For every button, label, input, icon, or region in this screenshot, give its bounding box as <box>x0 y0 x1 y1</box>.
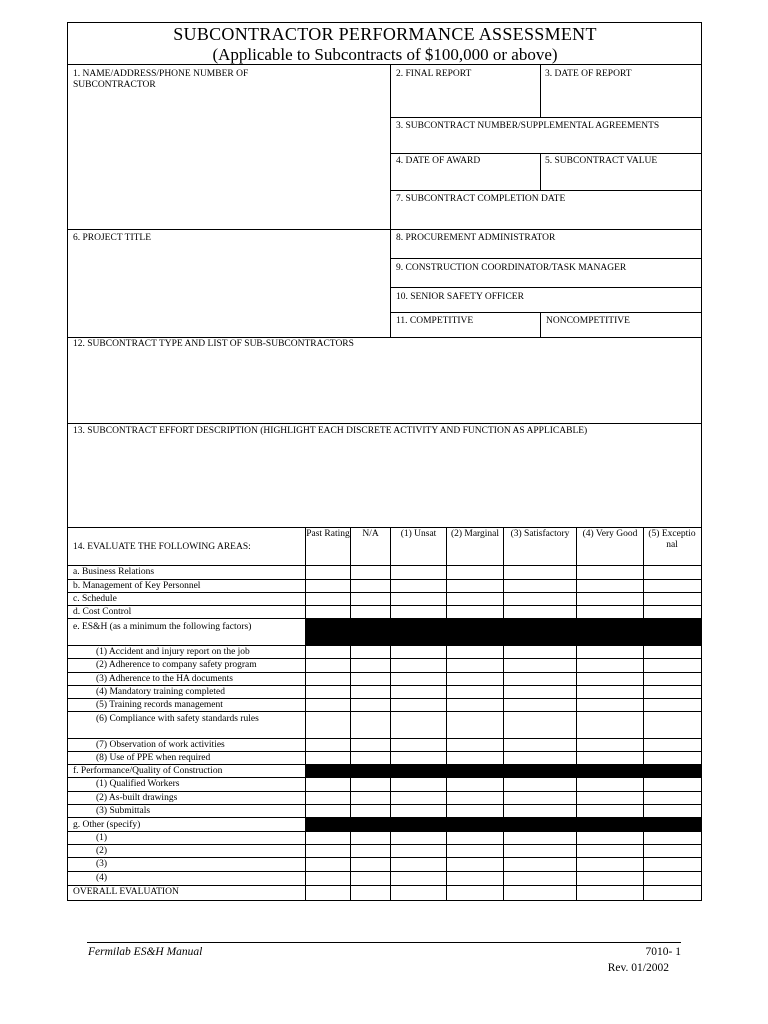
field-subcontract-type: 12. SUBCONTRACT TYPE AND LIST OF SUB-SUBCONTRACTORS <box>73 339 354 349</box>
col-header-na: N/A <box>362 529 379 539</box>
row-esh-training: (4) Mandatory training completed <box>96 687 226 697</box>
row-line <box>67 605 702 606</box>
row-line <box>67 565 702 566</box>
row-key-personnel: b. Management of Key Personnel <box>73 581 201 591</box>
footer-manual-name: Fermilab ES&H Manual <box>88 946 203 958</box>
form-title: SUBCONTRACTOR PERFORMANCE ASSESSMENT <box>173 24 597 44</box>
col-header-exceptional: (5) Exceptional <box>648 529 696 550</box>
row-line <box>67 777 702 778</box>
grid-line <box>390 64 391 338</box>
row-line <box>67 844 702 845</box>
section-bar-other <box>305 817 702 831</box>
row-line <box>67 592 702 593</box>
section-bar-esh <box>305 618 702 645</box>
row-line <box>67 698 702 699</box>
field-final-report: 2. FINAL REPORT <box>396 69 472 79</box>
field-effort-description: 13. SUBCONTRACT EFFORT DESCRIPTION (HIGHLIGHT EACH DISCRETE ACTIVITY AND FUNCTION AS APPLICABLE) <box>73 426 588 436</box>
col-header-very-good: (4) Very Good <box>582 529 638 539</box>
grid-line <box>390 190 702 191</box>
footer-page-number: 7010- 1 <box>645 946 681 958</box>
section-bar-performance <box>305 764 702 777</box>
outer-border-left <box>67 22 68 901</box>
footer-rule <box>87 942 681 943</box>
row-line <box>67 791 702 792</box>
field-subcontract-number: 3. SUBCONTRACT NUMBER/SUPPLEMENTAL AGREEMENTS <box>396 121 660 131</box>
row-line <box>67 885 702 886</box>
field-subcontract-value: 5. SUBCONTRACT VALUE <box>545 156 658 166</box>
outer-border-bottom <box>67 900 702 901</box>
grid-line <box>390 153 702 154</box>
field-senior-safety-officer: 10. SENIOR SAFETY OFFICER <box>396 292 524 302</box>
row-as-built-drawings: (2) As-built drawings <box>96 793 178 803</box>
grid-line <box>540 64 541 118</box>
col-header-past-rating: Past Rating <box>306 529 350 539</box>
col-header-unsat: (1) Unsat <box>400 529 437 539</box>
field-construction-coordinator: 9. CONSTRUCTION COORDINATOR/TASK MANAGER <box>396 263 627 273</box>
row-cost-control: d. Cost Control <box>73 607 132 617</box>
grid-line <box>67 423 702 424</box>
field-date-of-award: 4. DATE OF AWARD <box>396 156 481 166</box>
field-competitive: 11. COMPETITIVE <box>396 316 474 326</box>
form-subtitle: (Applicable to Subcontracts of $100,000 or above) <box>212 45 558 64</box>
footer-revision: Rev. 01/2002 <box>607 962 669 974</box>
row-line <box>67 738 702 739</box>
row-esh-training-records: (5) Training records management <box>96 700 223 710</box>
row-business-relations: a. Business Relations <box>73 567 155 577</box>
field-noncompetitive: NONCOMPETITIVE <box>546 316 630 326</box>
row-line <box>67 871 702 872</box>
row-esh-accident: (1) Accident and injury report on the job <box>96 647 250 657</box>
row-line <box>67 685 702 686</box>
row-other-4: (4) <box>96 873 108 883</box>
row-esh: e. ES&H (as a minimum the following factors) <box>73 622 252 632</box>
field-project-title: 6. PROJECT TITLE <box>73 233 152 243</box>
row-other-2: (2) <box>96 846 108 856</box>
field-procurement-administrator: 8. PROCUREMENT ADMINISTRATOR <box>396 233 556 243</box>
row-line <box>67 579 702 580</box>
grid-line <box>67 527 702 528</box>
row-line <box>67 831 702 832</box>
outer-border-top <box>67 22 702 23</box>
col-header-marginal: (2) Marginal <box>450 529 500 539</box>
field-date-of-report: 3. DATE OF REPORT <box>545 69 632 79</box>
row-esh-ppe: (8) Use of PPE when required <box>96 753 211 763</box>
row-esh-observation: (7) Observation of work activities <box>96 740 225 750</box>
row-line <box>67 857 702 858</box>
row-line <box>67 751 702 752</box>
col-header-satisfactory: (3) Satisfactory <box>510 529 570 539</box>
grid-line <box>67 64 702 65</box>
row-qualified-workers: (1) Qualified Workers <box>96 779 180 789</box>
grid-line <box>390 258 702 259</box>
row-overall-evaluation: OVERALL EVALUATION <box>73 887 179 897</box>
row-esh-safety-program: (2) Adherence to company safety program <box>96 660 257 670</box>
grid-line <box>540 312 541 338</box>
field-subcontractor-name: 1. NAME/ADDRESS/PHONE NUMBER OF SUBCONTRACTOR <box>73 69 249 90</box>
evaluate-areas-label: 14. EVALUATE THE FOLLOWING AREAS: <box>73 542 251 552</box>
row-line <box>67 672 702 673</box>
grid-line <box>540 153 541 191</box>
row-other-1: (1) <box>96 833 108 843</box>
row-submittals: (3) Submittals <box>96 806 151 816</box>
row-other-3: (3) <box>96 859 108 869</box>
grid-line <box>390 287 702 288</box>
row-esh-compliance: (6) Compliance with safety standards rules <box>96 714 259 724</box>
row-schedule: c. Schedule <box>73 594 117 604</box>
field-completion-date: 7. SUBCONTRACT COMPLETION DATE <box>396 194 566 204</box>
row-esh-ha-documents: (3) Adherence to the HA documents <box>96 674 233 684</box>
grid-line <box>67 229 702 230</box>
row-other: g. Other (specify) <box>73 820 141 830</box>
grid-line <box>67 337 702 338</box>
row-line <box>67 804 702 805</box>
row-performance-quality: f. Performance/Quality of Construction <box>73 766 223 776</box>
row-line <box>67 658 702 659</box>
row-line <box>67 645 702 646</box>
grid-line <box>390 312 702 313</box>
row-line <box>67 711 702 712</box>
grid-line <box>390 117 702 118</box>
